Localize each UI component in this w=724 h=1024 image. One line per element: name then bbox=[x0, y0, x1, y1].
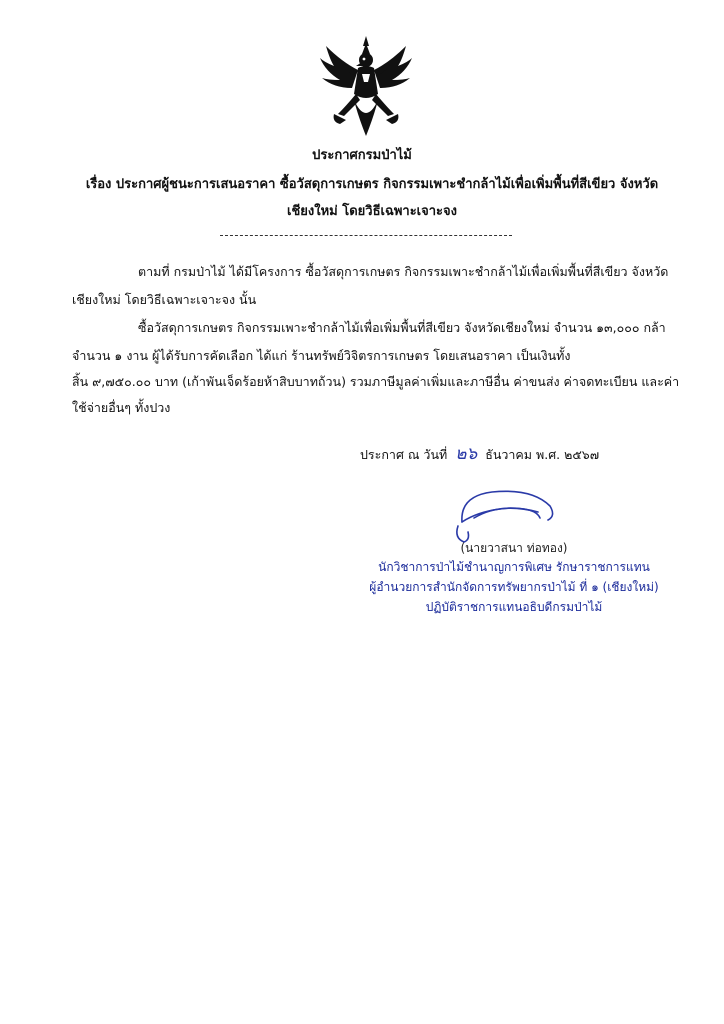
paragraph-2-line-4: ใช้จ่ายอื่นๆ ทั้งปวง bbox=[72, 400, 171, 415]
announcement-date bbox=[360, 444, 599, 465]
paragraph-1-line-2: เชียงใหม่ โดยวิธีเฉพาะเจาะจง นั้น bbox=[72, 292, 257, 307]
paragraph-1-line-1: ตามที่ กรมป่าไม้ ได้มีโครงการ ซื้อวัสดุการเกษตร กิจกรรมเพาะชำกล้าไม้เพื่อเพิ่มพื้นที่สีเขียว จังหวัด bbox=[138, 264, 669, 279]
garuda-emblem-icon bbox=[318, 36, 414, 144]
date-suffix: ธันวาคม พ.ศ. ๒๕๖๗ bbox=[485, 447, 600, 462]
paragraph-2-line-1: ซื้อวัสดุการเกษตร กิจกรรมเพาะชำกล้าไม้เพื่อเพิ่มพื้นที่สีเขียว จังหวัดเชียงใหม่ จำนวน ๑๓,๐๐๐ กล้า bbox=[138, 320, 666, 335]
paragraph-2-line-3: สิ้น ๙,๗๕๐.๐๐ บาท (เก้าพันเจ็ดร้อยห้าสิบบาทถ้วน) รวมภาษีมูลค่าเพิ่มและภาษีอื่น ค่าขนส่ง ค่าจดทะเบียน และค่า bbox=[72, 374, 680, 389]
signatory-position-2: ผู้อำนวยการสำนักจัดการทรัพยากรป่าไม้ ที่ ๑ (เชียงใหม่) bbox=[369, 580, 659, 594]
announcement-title: ประกาศกรมป่าไม้ bbox=[312, 148, 412, 163]
date-day-handwritten: ๒๖ bbox=[455, 444, 478, 464]
separator-rule bbox=[220, 235, 512, 236]
subject-line-2: เชียงใหม่ โดยวิธีเฉพาะเจาะจง bbox=[287, 204, 457, 219]
date-prefix: ประกาศ ณ วันที่ bbox=[360, 447, 448, 462]
signatory-position-3: ปฏิบัติราชการแทนอธิบดีกรมป่าไม้ bbox=[425, 600, 603, 614]
paragraph-2-line-2: จำนวน ๑ งาน ผู้ได้รับการคัดเลือก ได้แก่ ร้านทรัพย์วิจิตรการเกษตร โดยเสนอราคา เป็นเงินทั้ง bbox=[72, 348, 571, 363]
signatory-position-1: นักวิชาการป่าไม้ชำนาญการพิเศษ รักษาราชการแทน bbox=[378, 560, 650, 574]
signatory-name: (นายวาสนา ท่อทอง) bbox=[460, 541, 568, 555]
subject-line-1: เรื่อง ประกาศผู้ชนะการเสนอราคา ซื้อวัสดุการเกษตร กิจกรรมเพาะชำกล้าไม้เพื่อเพิ่มพื้นที่สีเขียว จังหวัด bbox=[85, 177, 659, 192]
